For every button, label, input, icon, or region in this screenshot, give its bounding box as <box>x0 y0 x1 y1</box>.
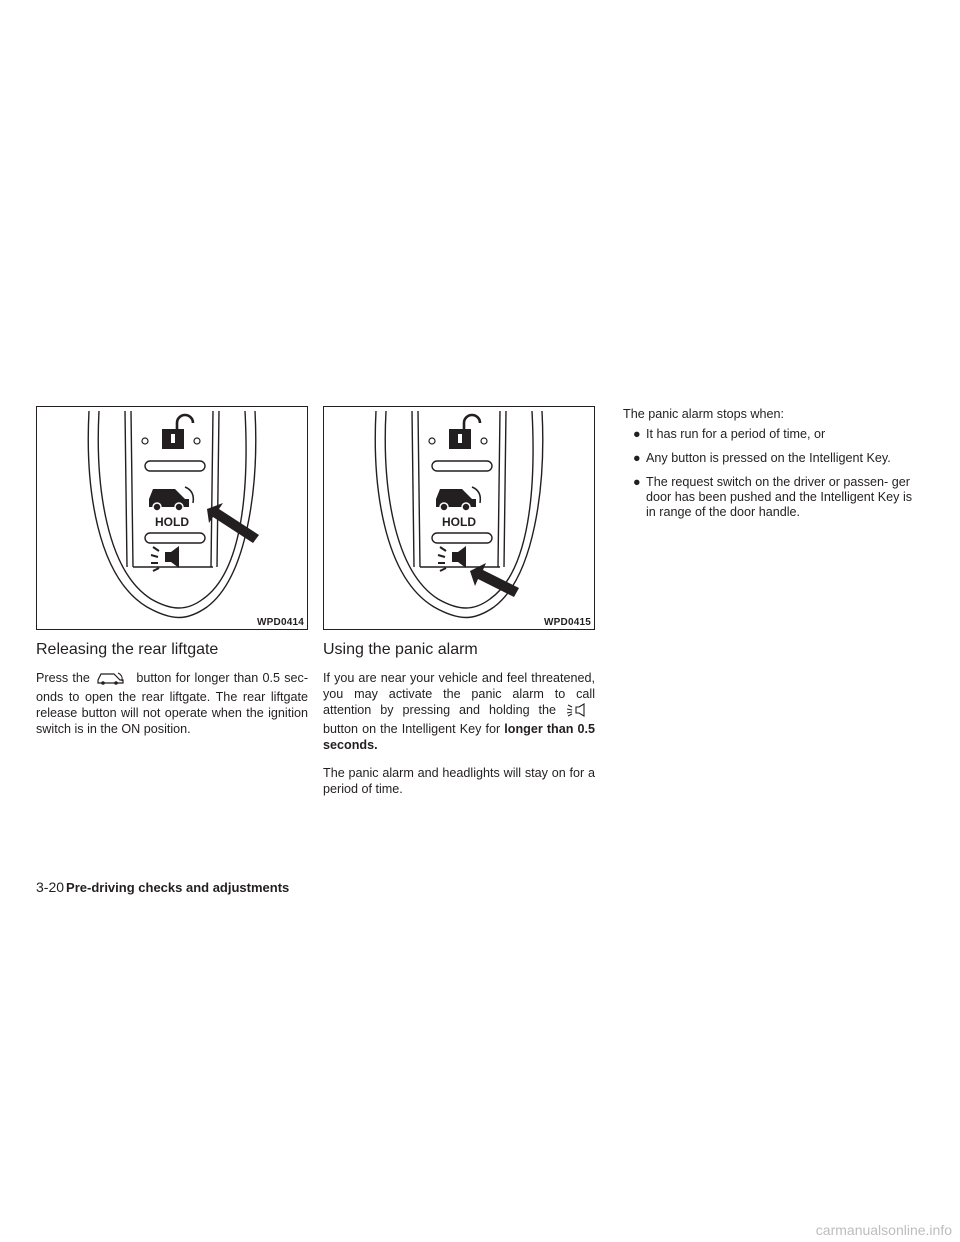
body-paragraph: If you are near your vehicle and feel threatened, you may activate the panic alarm to call attention by pressing and holding the button on the Intelligent Key for longer than 0.5 seconds. <box>323 671 595 752</box>
section-heading: Releasing the rear liftgate <box>36 641 219 658</box>
figure-code: WPD0415 <box>544 617 591 628</box>
unlock-icon <box>429 415 487 449</box>
footer-section-title: Pre-driving checks and adjustments <box>66 880 290 895</box>
panic-icon <box>567 703 589 721</box>
watermark: carmanualsonline.info <box>815 1222 952 1238</box>
hold-label: HOLD <box>155 515 189 529</box>
liftgate-car-icon <box>436 487 480 511</box>
page-number: 3-20 <box>36 879 65 895</box>
list-item: ● It has run for a period of time, or <box>633 427 826 441</box>
bullet-icon: ● <box>633 427 641 441</box>
liftgate-car-icon <box>149 487 193 511</box>
column-panic-stops <box>623 406 923 529</box>
body-paragraph: The panic alarm and headlights will stay on for a period of time. <box>323 766 595 796</box>
bullet-icon: ● <box>633 451 641 465</box>
figure-panic-button <box>323 406 595 630</box>
list-item: ● The request switch on the driver or passen- ger door has been pushed and the Intelligent Key is in range of the door handle. <box>633 475 913 519</box>
bullet-icon: ● <box>633 475 641 489</box>
hold-label: HOLD <box>442 515 476 529</box>
liftgate-icon <box>96 671 126 689</box>
column-liftgate <box>36 406 308 749</box>
column-panic <box>323 406 595 809</box>
figure-liftgate-button <box>36 406 308 630</box>
figure-code: WPD0414 <box>257 617 304 628</box>
bullet-list <box>623 427 923 520</box>
intelligent-key-illustration <box>37 407 307 629</box>
intelligent-key-illustration <box>324 407 594 629</box>
body-paragraph: Press the button for longer than 0.5 sec- onds to open the rear liftgate. The rear liftgate release button will not operate when the ignition switch is in the ON position. <box>36 671 309 736</box>
list-lead: The panic alarm stops when: <box>623 407 785 421</box>
arrow-pointer-icon <box>470 563 519 597</box>
section-heading: Using the panic alarm <box>323 641 478 658</box>
page-footer <box>36 878 289 897</box>
list-item: ● Any button is pressed on the Intelligent Key. <box>633 451 891 465</box>
unlock-icon <box>142 415 200 449</box>
